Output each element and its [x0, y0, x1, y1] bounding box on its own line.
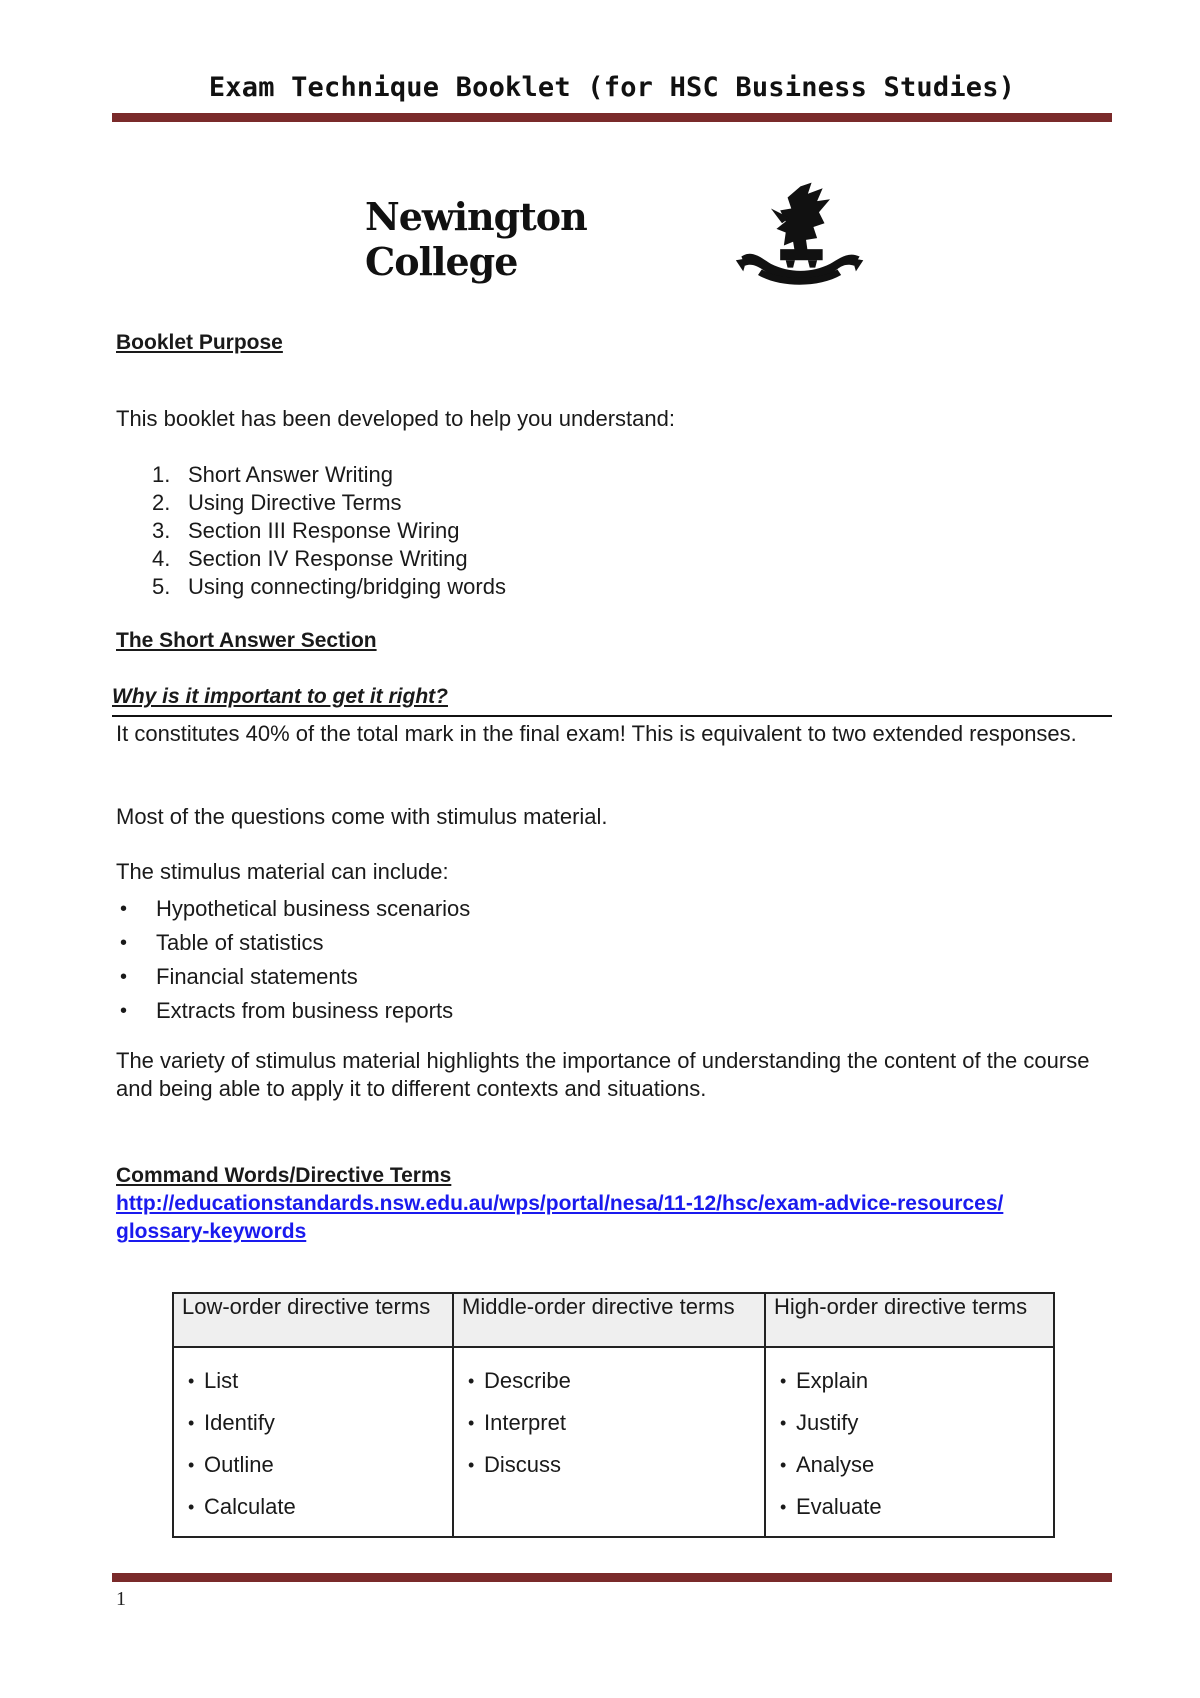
- table-term: • Explain: [780, 1368, 869, 1393]
- high-order-terms-cell: [765, 1347, 1054, 1537]
- table-term: • Calculate: [188, 1494, 296, 1519]
- table-term: • Describe: [468, 1368, 571, 1393]
- list-item: 2. Using Directive Terms: [152, 490, 402, 515]
- table-term: • Analyse: [780, 1452, 875, 1477]
- list-item: 3. Section III Response Wiring: [152, 518, 460, 543]
- page-number: 1: [116, 1588, 126, 1610]
- short-answer-para-3: The stimulus material can include:: [116, 859, 449, 884]
- high-order-header: High-order directive terms: [765, 1293, 1054, 1347]
- list-item: • Hypothetical business scenarios: [120, 896, 471, 921]
- glossary-keywords-link[interactable]: http://educationstandards.nsw.edu.au/wps/portal/nesa/11-12/hsc/exam-advice-resources/glossary-keywords: [116, 1192, 1004, 1243]
- table-term: • List: [188, 1368, 239, 1393]
- table-term: • Identify: [188, 1410, 275, 1435]
- booklet-purpose-intro: This booklet has been developed to help you understand:: [116, 406, 675, 431]
- table-term: • Outline: [188, 1452, 274, 1477]
- booklet-purpose-heading: Booklet Purpose: [116, 331, 283, 354]
- list-item: • Extracts from business reports: [120, 998, 454, 1023]
- importance-question: Why is it important to get it right?: [112, 683, 1112, 717]
- footer-divider: [112, 1573, 1112, 1582]
- short-answer-para-2: Most of the questions come with stimulus material.: [116, 804, 608, 829]
- page-header-title: Exam Technique Booklet (for HSC Business Studies): [208, 72, 1016, 103]
- booklet-topics-list: [152, 461, 506, 601]
- command-words-heading: Command Words/Directive Terms: [116, 1164, 452, 1187]
- college-name: Newington College: [365, 194, 587, 284]
- middle-order-header: Middle-order directive terms: [453, 1293, 765, 1347]
- low-order-header: Low-order directive terms: [173, 1293, 453, 1347]
- short-answer-heading: The Short Answer Section: [116, 629, 377, 652]
- list-item: 5. Using connecting/bridging words: [152, 574, 506, 599]
- header-divider: [112, 113, 1112, 122]
- list-item: 1. Short Answer Writing: [152, 462, 394, 487]
- table-term: • Discuss: [468, 1452, 562, 1477]
- short-answer-para-4: The variety of stimulus material highlights the importance of understanding the content of the course and being able to apply it to different contexts and situations.: [116, 1048, 1090, 1101]
- directive-terms-table: [172, 1292, 1055, 1538]
- table-term: • Justify: [780, 1410, 859, 1435]
- table-term: • Interpret: [468, 1410, 566, 1435]
- college-logo: [365, 176, 865, 302]
- table-term: • Evaluate: [780, 1494, 882, 1519]
- short-answer-para-1: It constitutes 40% of the total mark in the final exam! This is equivalent to two extended responses.: [116, 721, 1077, 746]
- stimulus-list: [116, 892, 470, 1028]
- list-item: • Table of statistics: [120, 930, 324, 955]
- list-item: • Financial statements: [120, 964, 358, 989]
- middle-order-terms-cell: [453, 1347, 765, 1537]
- list-item: 4. Section IV Response Writing: [152, 546, 468, 571]
- dragon-crest-icon: [734, 176, 865, 302]
- low-order-terms-cell: [173, 1347, 453, 1537]
